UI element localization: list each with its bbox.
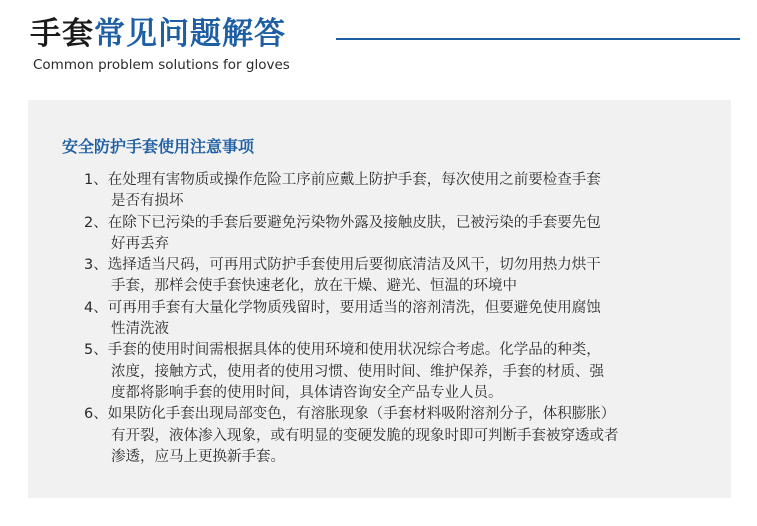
- item-line: 手套，那样会使手套快速老化，放在干燥、避光、恒温的环境中: [111, 278, 517, 295]
- page-title-dark: 手套: [30, 16, 94, 52]
- item-line: 2、在除下已污染的手套后要避免污染物外露及接触皮肤，已被污染的手套要先包: [84, 214, 601, 231]
- item-line: 1、在处理有害物质或操作危险工序前应戴上防护手套，每次使用之前要检查手套: [84, 172, 601, 188]
- item-line: 性清洗液: [111, 321, 169, 338]
- item-line: 3、选择适当尺码，可再用式防护手套使用后要彻底清洁及风干，切勿用热力烘干: [84, 257, 601, 274]
- precautions-list: [84, 170, 714, 468]
- item-line: 渗透，应马上更换新手套。: [111, 448, 285, 465]
- list-item: [84, 298, 714, 341]
- item-line: 浓度，接触方式，使用者的使用习惯、使用时间、维护保养，手套的材质、强: [111, 363, 604, 380]
- section-heading: 安全防护手套使用注意事项: [62, 137, 255, 156]
- page-subtitle: Common problem solutions for gloves: [33, 57, 290, 73]
- title-divider: [336, 38, 740, 40]
- content-panel: [28, 100, 731, 498]
- item-line: 5、手套的使用时间需根据具体的使用环境和使用状况综合考虑。化学品的种类，: [84, 342, 601, 359]
- list-item: [84, 170, 714, 213]
- item-line: 度都将影响手套的使用时间，具体请咨询安全产品专业人员。: [111, 384, 503, 401]
- item-line: 是否有损坏: [111, 193, 184, 210]
- page-title: [30, 12, 286, 56]
- item-line: 好再丢弃: [111, 235, 169, 252]
- list-item: [84, 213, 714, 256]
- list-item: [84, 255, 714, 298]
- list-item: [84, 340, 714, 404]
- item-line: 有开裂，液体渗入现象，或有明显的变硬发脆的现象时即可判断手套被穿透或者: [111, 427, 619, 444]
- item-line: 4、可再用手套有大量化学物质残留时，要用适当的溶剂清洗，但要避免使用腐蚀: [84, 299, 601, 316]
- header: [30, 12, 740, 82]
- page-title-accent: 常见问题解答: [94, 16, 286, 52]
- item-line: 6、如果防化手套出现局部变色，有溶胀现象（手套材料吸附溶剂分子，体积膨胀）: [84, 406, 616, 423]
- list-item: [84, 404, 714, 468]
